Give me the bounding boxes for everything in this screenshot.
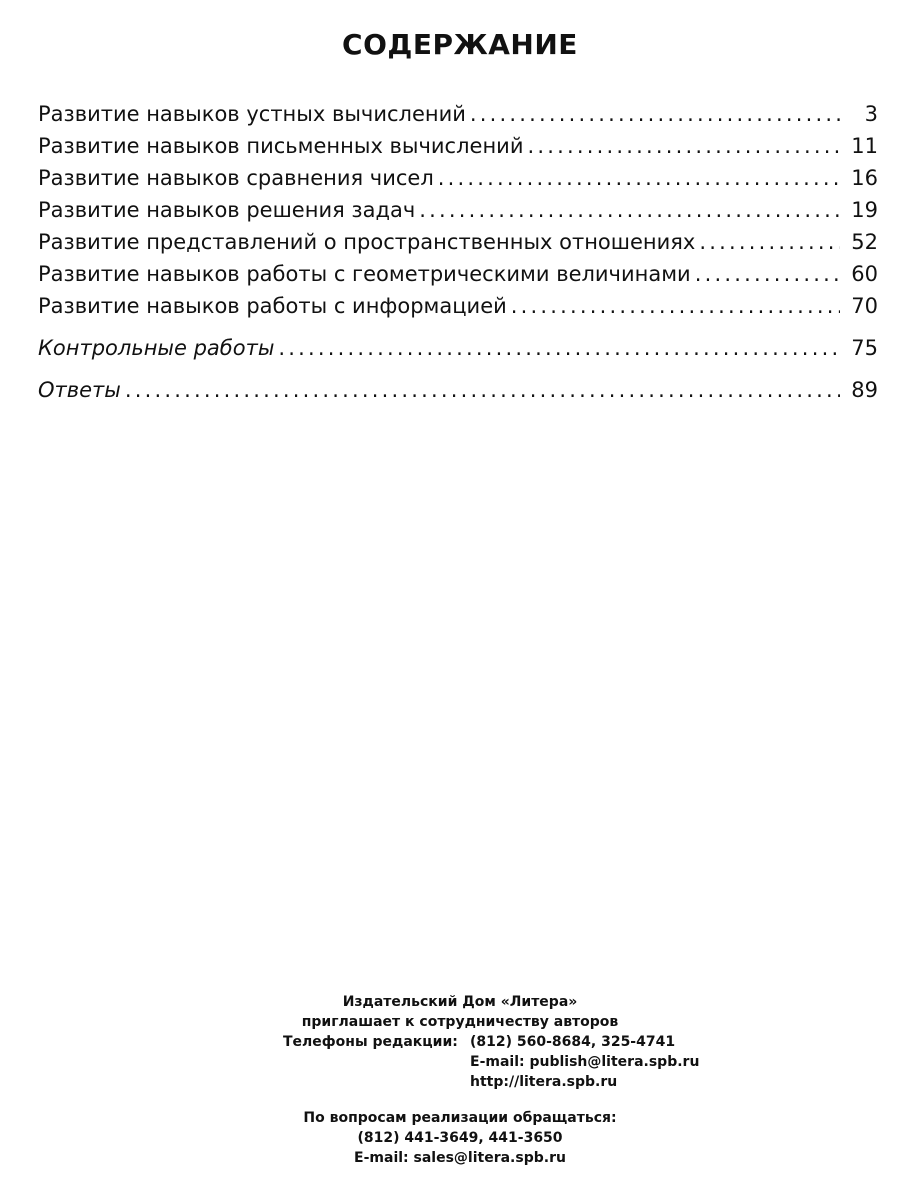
toc-entry-title: Развитие навыков работы с геометрическими величинами bbox=[38, 262, 691, 286]
toc-entry-title: Развитие навыков решения задач bbox=[38, 198, 416, 222]
toc-entry-answers[interactable] bbox=[38, 374, 878, 406]
dot-leader bbox=[438, 162, 840, 194]
toc-entry-tests[interactable] bbox=[38, 332, 878, 364]
editorial-contacts bbox=[0, 1032, 900, 1092]
editorial-email-link[interactable]: E-mail: publish@litera.spb.ru bbox=[470, 1054, 700, 1070]
dot-leader bbox=[511, 290, 840, 322]
table-of-contents bbox=[38, 98, 878, 406]
page-title: СОДЕРЖАНИЕ bbox=[342, 28, 578, 61]
dot-leader bbox=[419, 194, 840, 226]
dot-leader bbox=[470, 98, 840, 130]
toc-entry[interactable] bbox=[38, 98, 878, 130]
toc-entry[interactable] bbox=[38, 194, 878, 226]
toc-entry-page: 75 bbox=[851, 336, 878, 360]
toc-entry-title: Развитие представлений о пространственных отношениях bbox=[38, 230, 696, 254]
toc-entry-page: 16 bbox=[851, 166, 878, 190]
toc-entry-page: 19 bbox=[851, 198, 878, 222]
sales-label: По вопросам реализации обращаться: bbox=[303, 1110, 617, 1126]
sales-contacts bbox=[0, 1108, 900, 1168]
toc-entry-page: 70 bbox=[851, 294, 878, 318]
toc-entry-title: Развитие навыков устных вычислений bbox=[38, 102, 466, 126]
toc-entry-page: 3 bbox=[864, 102, 878, 126]
toc-entry-title: Ответы bbox=[38, 378, 121, 402]
publisher-name: Издательский Дом «Литера» bbox=[342, 994, 578, 1010]
toc-entry-title: Контрольные работы bbox=[38, 336, 275, 360]
dot-leader bbox=[699, 226, 840, 258]
publisher-footer bbox=[0, 992, 900, 1168]
toc-entry-page: 89 bbox=[851, 378, 878, 402]
toc-entry-title: Развитие навыков работы с информацией bbox=[38, 294, 507, 318]
toc-entry[interactable] bbox=[38, 162, 878, 194]
editorial-phones: (812) 560-8684, 325-4741 bbox=[470, 1034, 676, 1050]
toc-entry[interactable] bbox=[38, 130, 878, 162]
toc-entry[interactable] bbox=[38, 258, 878, 290]
toc-entry-page: 60 bbox=[851, 262, 878, 286]
toc-entry-title: Развитие навыков письменных вычислений bbox=[38, 134, 524, 158]
toc-entry[interactable] bbox=[38, 226, 878, 258]
publisher-invitation: приглашает к сотрудничеству авторов bbox=[301, 1014, 619, 1030]
dot-leader bbox=[278, 332, 840, 364]
toc-entry-page: 52 bbox=[851, 230, 878, 254]
dot-leader bbox=[527, 130, 840, 162]
toc-entry-page: 11 bbox=[851, 134, 878, 158]
toc-entry[interactable] bbox=[38, 290, 878, 322]
website-link[interactable]: http://litera.spb.ru bbox=[470, 1074, 618, 1090]
editorial-contact-list bbox=[470, 1032, 699, 1092]
phones-label: Телефоны редакции: bbox=[283, 1034, 458, 1050]
sales-phones: (812) 441-3649, 441-3650 bbox=[357, 1130, 563, 1146]
dot-leader bbox=[695, 258, 840, 290]
sales-email-link[interactable]: E-mail: sales@litera.spb.ru bbox=[354, 1150, 566, 1166]
dot-leader bbox=[125, 374, 840, 406]
toc-entry-title: Развитие навыков сравнения чисел bbox=[38, 166, 434, 190]
